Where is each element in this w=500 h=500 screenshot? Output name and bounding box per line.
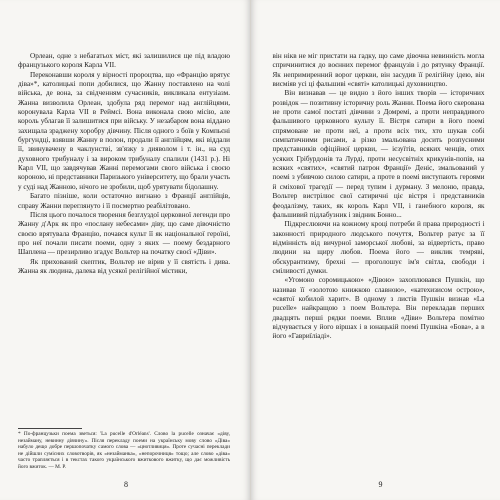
paragraph: «Угомоно соромицькою» «Дівою» захоплювався Пушкін, що називав її «золотою книжкою славною», «катехизисом острою», «святої кобилой харит». В одному з листів Пушкін визнав «La pucelle» найкращою з поем Вольтера. Він перекладав перших двадцять перші рядки поеми. Вплив «Діви» Вольтера помітно відчувається у його віршах і в юнацькій поемі Пушкіна «Бова», а в його «Гавриїліаді».: [272, 276, 485, 341]
footnote-rule: [18, 428, 82, 429]
footnote: [18, 428, 230, 471]
paragraph: він нікв не міг пристати на гадку, що саме дівочна невинність могла спричинитися до воєнних перемог французів і до рятунку Франції. Як непримиренний ворог церкви, він засудив її релігійну ідею, він висміяв усі ці фальшиві «святі» католицькі духовництво.: [272, 52, 485, 89]
paragraph: Багато пізніше, коли остаточно вигнано з Франції англійців, справу Жанни переглянуто і її посмертно реабілітовано.: [18, 192, 230, 210]
right-page: [251, 0, 500, 500]
page-number-left: 8: [124, 480, 128, 489]
paragraph: Підкреслюючи на кожному кроці потреби й права природності і законності природного людського почуття, Вольтер ратує за її відмінність від вичурної заморської любові, за відвертість, право людини на щиру любов. Поема його — виклик темряві, обскурантизму, брехні — проголошує ім'я світла, свободи і сміливості думки.: [272, 220, 485, 275]
paragraph: Як прихований скептик, Вольтер не вірив у її святість і дива. Жанна як людина, далека від усякої релігійної містики,: [18, 257, 230, 275]
footnote-text: * По-французьки поема зветься: 'La pucelle d'Orléans'. Слово la pucelle означає «діву, незайману, невинну дівчину». Після перекладу поеми на українську мову слово «Діва» набуло дещо добре першопочатку самого слова — «цнотливиця». Проте сучасні переклади не дійшли сумісних словотворів, як «незайманка», «непорочниця» тощо; але слово «діва» часто трапляється і в текстах такого українського вжиткового вжитку, що дає можливість його вжиток. — М. Р.: [18, 431, 230, 470]
paragraph: Після цього почалося творення безглуздої церковної легенди про Жанну д'Арк як про «послану небесами» діву, що саме дівочністю своєю врятувала Францію, почався культ її як національної героїні, про неї почали писати поеми, одну з яких — поему бездарного Шаплена — презирливо згадує Вольтер на початку своєї «Діви».: [18, 210, 230, 257]
right-page-text: [273, 52, 485, 342]
page-number-right: 9: [378, 480, 383, 489]
paragraph: Орлеан, одне з небагатьох міст, які залишилися ще під владою французького короля Карла VII.: [18, 52, 230, 70]
paragraph: Переконавши короля у вірності пророцтва, що «Францію врятує діва»*, католицькі попи добилися, що Жанну поставлено на чолі війська, де вона, за свідченням сучасників, викликала ентузіазм. Жанна визволила Орлеан, здобула ряд перемог над англійцями, коронувала Карла VII в Реймсі. Вона виконала свою місію, але король ублагав її залишитися при війську. У незабаром вона віддано захищала зраджену хоробру дівчину. Після одного з боїв у Компьєні бургундці, взявши Жанну в полон, продали її англійцям, які віддали її, звинувачену в чаклунстві, зв'язку з дияволом і т. ін., на суд духовного трибуналу і за вироком трибуналу спалили (1431 р.). Ні Карл VII, що завдячував Жанні перемогами свого війська і своєю короною, ні представники Паризького університету, що брали участь у суді над Жанною, нічого не зробили, щоб урятувати бідолашну.: [18, 70, 230, 191]
paragraph: Він визнавав — це видно з його інших творів — історичних розвідок — позитивну історичну роль Жанни. Поема його скерована не проти самої постаті дівчини з Домремі, а проти неправдивого фальшивого церковного культу її. Вістря сатири в його поемі спрямоване не проти неї, а проти всіх тих, хто шукав собі симпатичними рисами, а різко змальована досить розпусними представників офіційної церкви, — ієзуїтів, всяких ченців, отих усяких Грібурдонів та Лурді, проти несусвітніх крикунів-попів, на всяких «святих», «святий патрон Франції» Деніс, змальований у поемі з убивчою силою сатири, а проте в поемі виступають героями й сміхової трагедії — перед тупим і дурману. З мелоню, правда, Вольтер вистрілює свої сатиричні ціє вістря і представників феодалізму, таких, як король Карл VII, і ганебного короля, як фальшивий підлабузник і звідник Бонно...: [272, 89, 485, 219]
left-page-text: [18, 52, 230, 276]
